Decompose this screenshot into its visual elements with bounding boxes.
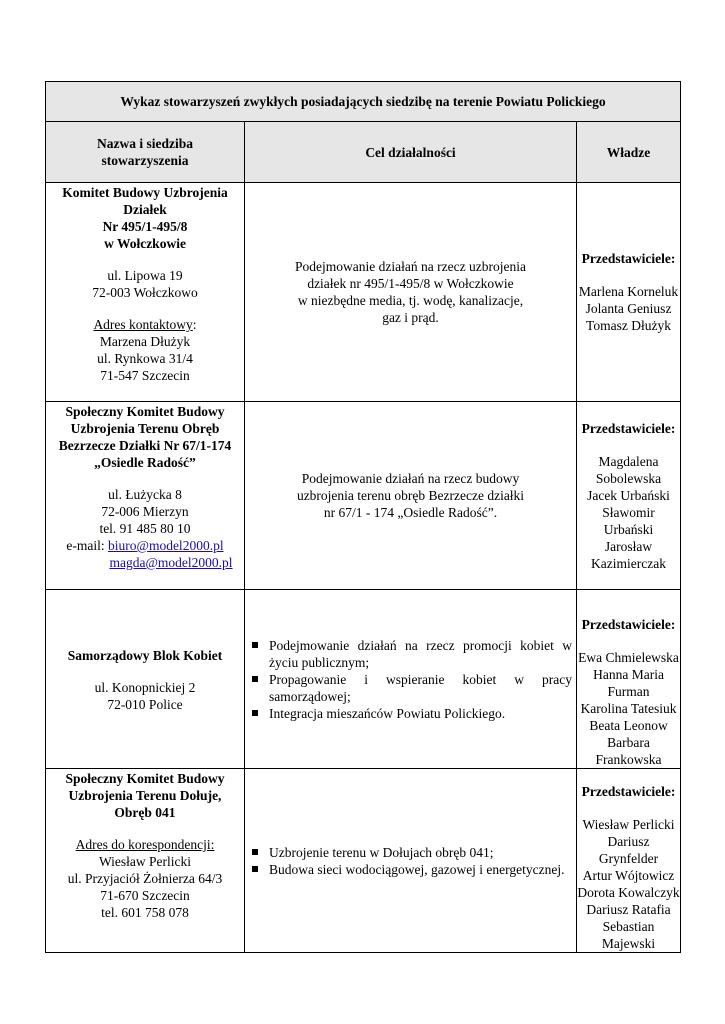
email-line bbox=[46, 537, 244, 554]
authorities-cell bbox=[577, 769, 681, 953]
email-line bbox=[46, 554, 244, 571]
association-name-line: w Wołczkowie bbox=[104, 236, 186, 251]
association-name-line: Komitet Budowy Uzbrojenia bbox=[62, 185, 228, 200]
address-line: 72-010 Police bbox=[107, 696, 183, 712]
goal-cell bbox=[245, 769, 577, 953]
association-name-line: Obręb 041 bbox=[114, 805, 176, 820]
association-name-line: Uzbrojenia Terenu Obręb bbox=[70, 421, 220, 436]
goal-line: nr 67/1 - 174 „Osiedle Radość”. bbox=[323, 505, 498, 520]
authorities-label: Przedstawiciele: bbox=[581, 420, 676, 436]
table-title: Wykaz stowarzyszeń zwykłych posiadających siedzibę na terenie Powiatu Polickiego bbox=[46, 82, 681, 122]
contact-suffix: : bbox=[192, 317, 197, 332]
address-line: 72-003 Wołczkowo bbox=[92, 285, 198, 300]
contact-line: ul. Rynkowa 31/4 bbox=[97, 351, 193, 366]
address-line: ul. Łużycka 8 bbox=[108, 487, 182, 502]
authorities-cell bbox=[577, 183, 681, 402]
authority-name: Artur Wójtowicz bbox=[582, 868, 675, 883]
authority-name: Jacek Urbański bbox=[587, 487, 670, 503]
table-row bbox=[46, 183, 681, 402]
contact-line: Marzena Dłużyk bbox=[99, 334, 191, 349]
goal-list bbox=[249, 637, 572, 722]
bullet-square-icon bbox=[252, 676, 258, 682]
email-link[interactable]: biuro@model2000.pl bbox=[108, 538, 224, 553]
authority-name: Ewa Chmielewska bbox=[578, 650, 679, 665]
goal-cell bbox=[245, 183, 577, 402]
authority-name: Magdalena Sobolewska bbox=[595, 453, 662, 486]
contact-label: Adres kontaktowy bbox=[93, 317, 193, 332]
authority-name: Marlena Korneluk bbox=[578, 284, 679, 299]
authorities-label: Przedstawiciele: bbox=[581, 784, 676, 799]
contact-line: Wiesław Perlicki bbox=[98, 854, 192, 869]
association-name-cell bbox=[46, 769, 245, 953]
association-name-line: Społeczny Komitet Budowy bbox=[65, 771, 225, 786]
table-title-row bbox=[46, 82, 681, 122]
goal-cell bbox=[245, 590, 577, 769]
phone-line: tel. 601 758 078 bbox=[101, 905, 189, 920]
header-name-line: stowarzyszenia bbox=[101, 153, 189, 168]
table-header-row bbox=[46, 122, 681, 183]
association-name-cell bbox=[46, 590, 245, 769]
authority-name: Jarosław Kazimierczak bbox=[591, 538, 666, 571]
bullet-square-icon bbox=[252, 710, 258, 716]
address-line: 72-006 Mierzyn bbox=[101, 504, 189, 519]
contact-label: Adres do korespondencji: bbox=[75, 837, 215, 852]
association-name-cell bbox=[46, 183, 245, 402]
goal-bullet bbox=[249, 861, 572, 878]
association-name-line: „Osiedle Radość” bbox=[94, 455, 196, 470]
goal-bullet bbox=[249, 705, 572, 722]
contact-line: ul. Przyjaciół Żołnierza 64/3 bbox=[67, 871, 223, 886]
goal-bullet bbox=[249, 637, 572, 671]
authority-name: Dorota Kowalczyk bbox=[577, 885, 680, 900]
goal-line: gaz i prąd. bbox=[382, 310, 439, 325]
authority-name: Dariusz Grynfelder bbox=[598, 834, 659, 866]
header-name-line: Nazwa i siedziba bbox=[97, 136, 193, 151]
email-link[interactable]: magda@model2000.pl bbox=[109, 555, 233, 570]
bullet-square-icon bbox=[252, 866, 258, 872]
goal-line: uzbrojenia terenu obręb Bezrzecze działki bbox=[296, 488, 525, 503]
goal-cell bbox=[245, 402, 577, 590]
authority-name: Sebastian Majewski bbox=[601, 919, 656, 951]
bullet-square-icon bbox=[252, 849, 258, 855]
associations-table bbox=[45, 81, 681, 953]
contact-line: 71-547 Szczecin bbox=[100, 368, 190, 383]
authority-name: Tomasz Dłużyk bbox=[586, 318, 671, 333]
table-row bbox=[46, 590, 681, 769]
goal-line: Podejmowanie działań na rzecz budowy bbox=[301, 471, 520, 486]
bullet-square-icon bbox=[252, 642, 258, 648]
authority-name: Karolina Tatesiuk bbox=[580, 701, 677, 716]
authority-name: Dariusz Ratafia bbox=[586, 902, 671, 917]
header-authorities: Władze bbox=[577, 122, 681, 183]
association-name-cell bbox=[46, 402, 245, 590]
goal-line: działek nr 495/1-495/8 w Wołczkowie bbox=[307, 276, 514, 291]
goal-bullet-text: Budowa sieci wodociągowej, gazowej i energetycznej. bbox=[269, 861, 565, 877]
contact-label-line bbox=[46, 316, 244, 333]
contact-line: 71-670 Szczecin bbox=[100, 888, 190, 903]
authority-name: Beata Leonow bbox=[589, 718, 668, 733]
authorities-label: Przedstawiciele: bbox=[581, 617, 676, 632]
goal-bullet-text: Podejmowanie działań na rzecz promocji kobiet w życiu publicznym; bbox=[269, 637, 572, 670]
phone-line: tel. 91 485 80 10 bbox=[99, 521, 191, 536]
goal-list bbox=[249, 844, 572, 878]
authority-name: Hanna Maria Furman bbox=[593, 667, 664, 699]
goal-bullet bbox=[249, 671, 572, 705]
header-goal: Cel działalności bbox=[245, 122, 577, 183]
goal-bullet-text: Integracja mieszańców Powiatu Polickiego. bbox=[269, 705, 506, 721]
authority-name: Barbara Frankowska bbox=[595, 735, 662, 767]
association-name-line: Społeczny Komitet Budowy bbox=[65, 404, 225, 419]
authorities-cell bbox=[577, 590, 681, 769]
table-row bbox=[46, 402, 681, 590]
association-name-line: Uzbrojenia Terenu Dołuje, bbox=[68, 788, 222, 803]
table-row bbox=[46, 769, 681, 953]
address-line: ul. Konopnickiej 2 bbox=[94, 679, 196, 695]
association-name-line: Samorządowy Blok Kobiet bbox=[67, 647, 223, 663]
association-name-line: Nr 495/1-495/8 bbox=[102, 219, 188, 234]
authorities-cell bbox=[577, 402, 681, 590]
authorities-label: Przedstawiciele: bbox=[581, 251, 676, 266]
association-name-line: Bezrzecze Działki Nr 67/1-174 bbox=[58, 438, 232, 453]
goal-bullet-text: Propagowanie i wspieranie kobiet w pracy samorządowej; bbox=[269, 671, 572, 704]
goal-line: Podejmowanie działań na rzecz uzbrojenia bbox=[295, 259, 526, 274]
goal-bullet-text: Uzbrojenie terenu w Dołujach obręb 041; bbox=[269, 844, 494, 860]
goal-bullet bbox=[249, 844, 572, 861]
email-label: e-mail: bbox=[66, 538, 109, 553]
header-name bbox=[46, 122, 245, 183]
association-name-line: Działek bbox=[123, 202, 167, 217]
address-line: ul. Lipowa 19 bbox=[107, 268, 183, 283]
authority-name: Sławomir Urbański bbox=[602, 504, 655, 537]
authority-name: Jolanta Geniusz bbox=[585, 301, 672, 316]
authority-name: Wiesław Perlicki bbox=[582, 817, 675, 832]
goal-line: w niezbędne media, tj. wodę, kanalizacje, bbox=[297, 293, 524, 308]
